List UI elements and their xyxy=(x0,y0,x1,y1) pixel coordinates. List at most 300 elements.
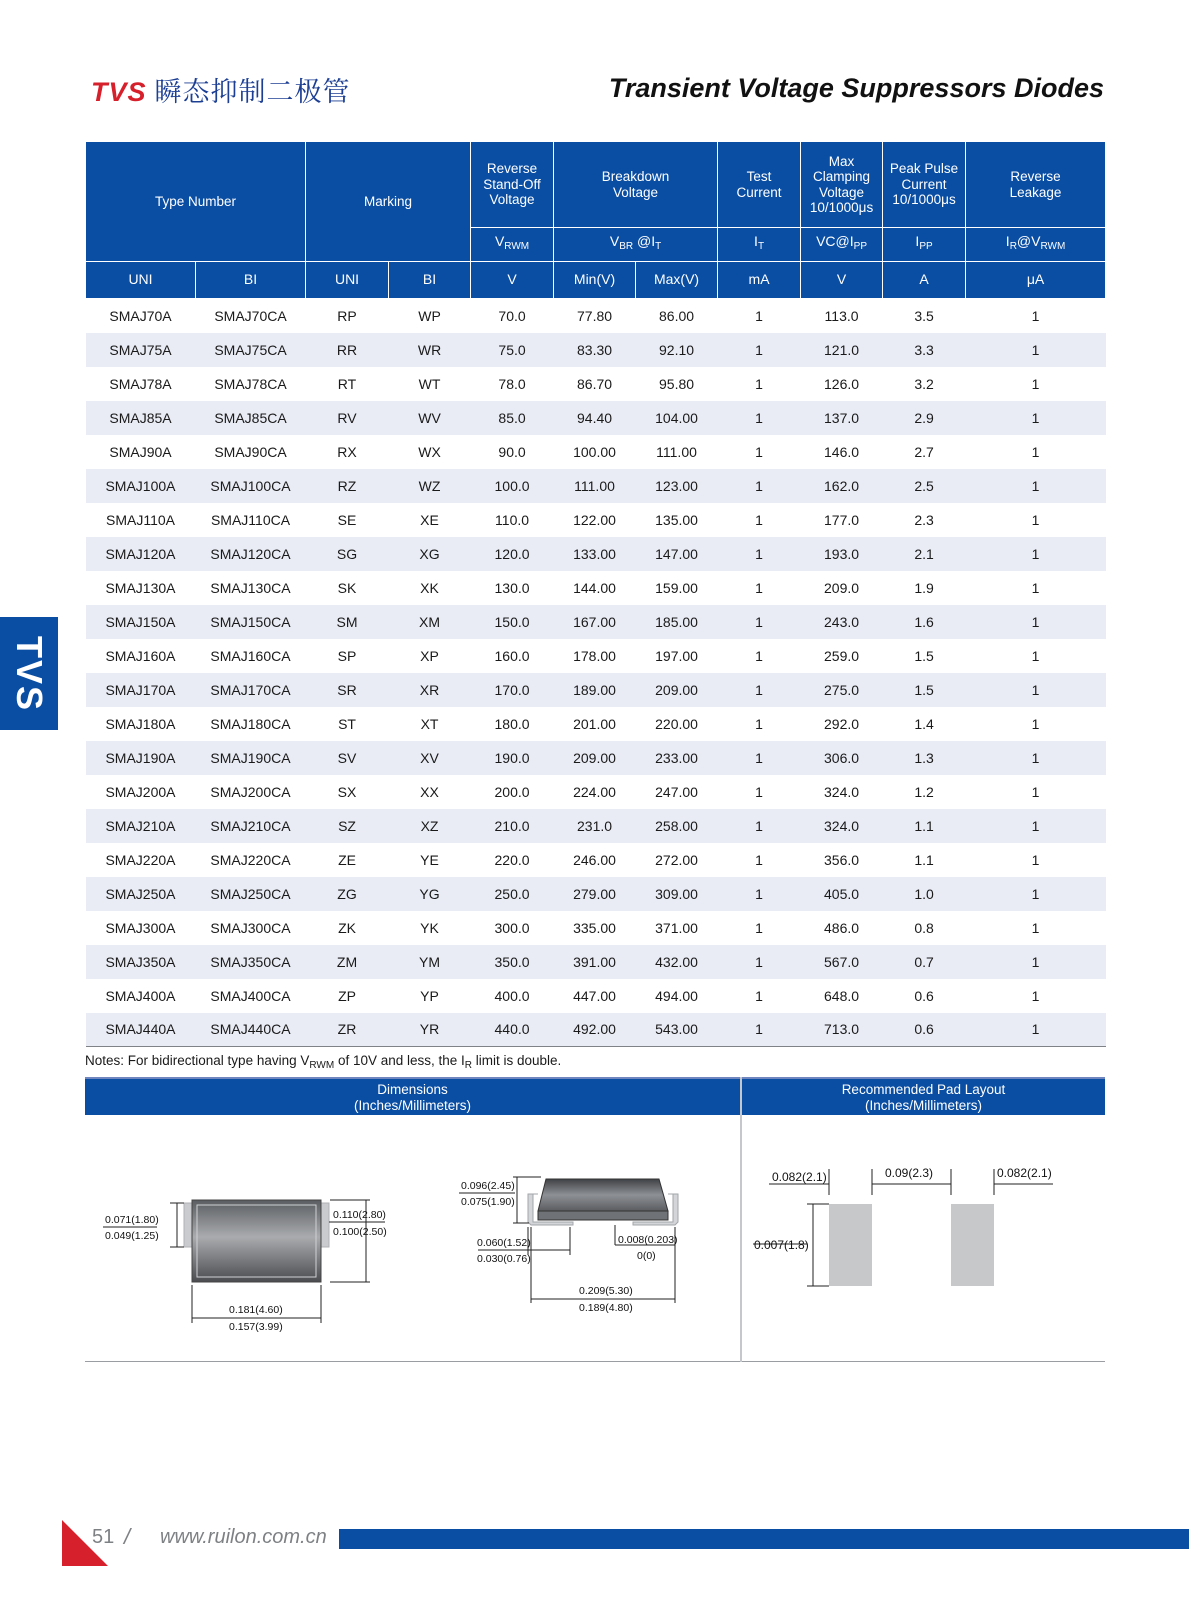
table-cell: SMAJ190A xyxy=(86,741,196,775)
table-cell: 1 xyxy=(966,741,1106,775)
table-cell: 70.0 xyxy=(498,307,526,324)
table-row xyxy=(86,605,1106,639)
notes-text: of 10V and less, the I xyxy=(334,1053,465,1068)
pad-label: 0.082(2.1) xyxy=(997,1166,1052,1180)
table-cell: 1 xyxy=(718,333,801,367)
table-cell: SMAJ78CA xyxy=(214,375,287,392)
table-cell: 1 xyxy=(1031,307,1040,324)
table-cell: SMAJ190CA xyxy=(196,741,306,775)
table-cell: XE xyxy=(420,511,439,528)
table-row xyxy=(86,571,1106,605)
table-cell: 447.00 xyxy=(573,987,616,1004)
table-cell: 133.00 xyxy=(554,537,636,571)
table-cell: SMAJ160CA xyxy=(210,647,291,664)
header-type-number: Type Number xyxy=(86,142,306,262)
table-cell: SMAJ85A xyxy=(86,401,196,435)
table-cell: WV xyxy=(389,401,471,435)
table-cell: 371.00 xyxy=(655,919,698,936)
table-cell: SMAJ180CA xyxy=(210,715,291,732)
table-cell: 2.1 xyxy=(883,537,966,571)
table-cell: 1 xyxy=(966,809,1106,843)
table-cell: SMAJ300A xyxy=(105,919,176,936)
table-cell: 1.4 xyxy=(914,715,934,732)
table-cell: 1 xyxy=(755,783,763,800)
table-cell: 110.0 xyxy=(495,511,530,528)
table-cell: 111.00 xyxy=(656,443,697,460)
table-cell: SMAJ220CA xyxy=(210,851,291,868)
table-cell: YE xyxy=(420,851,439,868)
table-cell: SMAJ130A xyxy=(105,579,176,596)
table-cell: 220.00 xyxy=(655,715,698,732)
table-cell: 3.2 xyxy=(914,375,934,392)
symbol-text: I xyxy=(915,233,920,250)
table-cell: 440.0 xyxy=(471,1013,554,1047)
table-cell: XT xyxy=(420,715,439,732)
table-cell: SMAJ90CA xyxy=(214,443,287,460)
header-line: Voltage xyxy=(613,184,659,200)
table-cell: 1 xyxy=(966,877,1106,911)
table-cell: 3.5 xyxy=(914,307,934,324)
unit-header-cell: BI xyxy=(389,262,471,299)
table-cell: 147.00 xyxy=(636,537,718,571)
header-line: Max xyxy=(828,153,855,169)
table-cell: 75.0 xyxy=(471,333,554,367)
footer-bar xyxy=(339,1529,1189,1549)
table-cell: SK xyxy=(337,579,357,596)
table-cell: 2.5 xyxy=(883,469,966,503)
page-number: 51 xyxy=(92,1526,115,1548)
table-cell: SV xyxy=(306,741,389,775)
header-line: Peak Pulse xyxy=(889,161,959,177)
header-title-cn-text: 瞬态抑制二极管 xyxy=(154,77,351,107)
table-cell: 90.0 xyxy=(498,443,526,460)
table-cell: ZP xyxy=(338,987,356,1004)
table-cell: 1 xyxy=(966,945,1106,979)
header-brand: TVS xyxy=(91,77,147,107)
table-cell: 135.00 xyxy=(655,511,698,528)
table-cell: 77.80 xyxy=(577,307,613,324)
table-cell: 494.00 xyxy=(655,987,698,1004)
table-cell: WR xyxy=(389,333,471,367)
table-cell: 193.0 xyxy=(801,537,883,571)
table-cell: 1 xyxy=(1031,375,1040,392)
header-line: Current xyxy=(736,184,782,200)
header-title-en: Transient Voltage Suppressors Diodes xyxy=(608,73,1104,103)
table-cell: 111.00 xyxy=(554,469,636,503)
header-reverse-leakage xyxy=(966,142,1106,228)
table-cell: 231.0 xyxy=(554,809,636,843)
symbol-text: I xyxy=(754,233,758,250)
dim-label: 0.030(0.76) xyxy=(477,1253,531,1265)
table-cell: SMAJ440A xyxy=(86,1013,196,1047)
table-cell: 1 xyxy=(755,647,763,664)
header-peak-pulse xyxy=(883,142,966,228)
table-cell: XV xyxy=(389,741,471,775)
table-cell: RX xyxy=(337,443,357,460)
table-row xyxy=(86,1013,1106,1047)
symbol-text: V xyxy=(494,233,505,250)
header-line: Stand-Off xyxy=(483,176,541,192)
table-cell: 2.9 xyxy=(883,401,966,435)
table-cell: 224.00 xyxy=(573,783,616,800)
table-cell: 1 xyxy=(755,715,763,732)
table-cell: 86.70 xyxy=(577,375,613,392)
table-cell: 1 xyxy=(966,537,1106,571)
table-cell: 197.00 xyxy=(655,647,698,664)
symbol-sub: T xyxy=(757,241,765,253)
table-row xyxy=(86,435,1106,469)
table-cell: 146.0 xyxy=(824,443,860,460)
table-cell: 1 xyxy=(718,537,801,571)
package-body-top xyxy=(192,1200,321,1282)
unit-header-cell: A xyxy=(883,262,966,299)
table-cell: SMAJ150A xyxy=(86,605,196,639)
table-cell: 391.00 xyxy=(554,945,636,979)
table-cell: ZR xyxy=(306,1013,389,1047)
dim-label: 0.071(1.80) xyxy=(105,1214,159,1226)
table-cell: SMAJ70CA xyxy=(214,307,287,324)
table-cell: 1 xyxy=(966,1013,1106,1047)
table-cell: 275.0 xyxy=(801,673,883,707)
table-cell: 0.6 xyxy=(914,987,934,1004)
table-cell: XP xyxy=(420,647,439,664)
table-cell: 1 xyxy=(755,375,763,392)
table-cell: ZG xyxy=(306,877,389,911)
header-reverse-standoff xyxy=(471,142,554,228)
table-cell: SMAJ130CA xyxy=(210,579,291,596)
header-line: Breakdown xyxy=(601,169,670,184)
table-cell: RT xyxy=(337,375,357,392)
table-cell: YG xyxy=(389,877,471,911)
table-cell: 1 xyxy=(1031,511,1040,528)
table-cell: YM xyxy=(389,945,471,979)
table-cell: 1.6 xyxy=(883,605,966,639)
table-cell: 1 xyxy=(718,605,801,639)
table-cell: 94.40 xyxy=(554,401,636,435)
table-cell: 200.0 xyxy=(494,783,530,800)
table-cell: 95.80 xyxy=(659,375,695,392)
symbol-sub: R xyxy=(1009,241,1017,253)
table-cell: 432.00 xyxy=(636,945,718,979)
table-cell: SMAJ160A xyxy=(105,647,176,664)
header-line: 10/1000μs xyxy=(809,200,874,215)
table-cell: SMAJ100CA xyxy=(196,469,306,503)
unit-header-cell: μA xyxy=(966,262,1106,299)
table-cell: WP xyxy=(418,307,441,324)
table-cell: 160.0 xyxy=(494,647,530,664)
table-cell: SMAJ250A xyxy=(86,877,196,911)
table-cell: 78.0 xyxy=(498,375,526,392)
symbol-ipp xyxy=(883,228,966,262)
table-cell: 567.0 xyxy=(801,945,883,979)
table-row xyxy=(86,809,1106,843)
table-cell: SM xyxy=(306,605,389,639)
table-cell: 1 xyxy=(1031,919,1040,936)
table-cell: 201.00 xyxy=(573,715,616,732)
table-cell: 144.00 xyxy=(573,579,616,596)
table-row xyxy=(86,639,1106,673)
symbol-ir xyxy=(966,228,1106,262)
table-cell: SR xyxy=(306,673,389,707)
table-cell: 300.0 xyxy=(494,919,530,936)
table-cell: WT xyxy=(418,375,441,392)
table-cell: WX xyxy=(418,443,441,460)
table-row xyxy=(86,333,1106,367)
table-cell: 159.00 xyxy=(655,579,698,596)
table-cell: 122.00 xyxy=(573,511,616,528)
unit-header-cell: UNI xyxy=(86,262,196,299)
table-cell: 1 xyxy=(718,877,801,911)
table-cell: 1 xyxy=(966,673,1106,707)
table-cell: WZ xyxy=(389,469,471,503)
table-cell: 150.0 xyxy=(471,605,554,639)
unit-header-cell: BI xyxy=(196,262,306,299)
dimensions-title: Dimensions xyxy=(377,1082,448,1097)
table-cell: 1 xyxy=(718,401,801,435)
table-cell: 279.00 xyxy=(554,877,636,911)
side-tab xyxy=(0,617,58,730)
package-body-side-base xyxy=(538,1211,668,1220)
table-cell: 104.00 xyxy=(636,401,718,435)
table-cell: RP xyxy=(337,307,357,324)
table-cell: 250.0 xyxy=(471,877,554,911)
table-cell: ZE xyxy=(338,851,356,868)
package-body-side xyxy=(538,1179,668,1211)
table-cell: 170.0 xyxy=(471,673,554,707)
symbol-text: V xyxy=(609,233,620,250)
table-cell: SMAJ150CA xyxy=(196,605,306,639)
dim-label: 0.049(1.25) xyxy=(105,1230,159,1242)
table-cell: SMAJ78A xyxy=(109,375,172,392)
table-cell: SG xyxy=(306,537,389,571)
pad-right xyxy=(951,1204,994,1286)
table-cell: ZK xyxy=(338,919,356,936)
table-cell: 3.3 xyxy=(883,333,966,367)
table-cell: 1 xyxy=(966,469,1106,503)
table-cell: 1 xyxy=(755,443,763,460)
table-cell: 1.5 xyxy=(883,673,966,707)
table-cell: 1 xyxy=(966,605,1106,639)
spec-table-body xyxy=(86,299,1106,1047)
table-cell: 1.3 xyxy=(883,741,966,775)
unit-header-cell: mA xyxy=(718,262,801,299)
table-row xyxy=(86,401,1106,435)
lead-right xyxy=(321,1203,329,1247)
table-cell: SMAJ75A xyxy=(86,333,196,367)
header-max-clamping xyxy=(801,142,883,228)
table-cell: YP xyxy=(420,987,439,1004)
header-line: Reverse xyxy=(486,161,538,177)
header-line: Voltage xyxy=(819,184,865,200)
table-cell: 2.3 xyxy=(914,511,934,528)
table-cell: 137.0 xyxy=(801,401,883,435)
table-cell: 309.00 xyxy=(636,877,718,911)
dim-label: 0.075(1.90) xyxy=(461,1196,515,1208)
dim-label: 0.096(2.45) xyxy=(461,1180,515,1192)
table-cell: SMAJ90A xyxy=(109,443,172,460)
table-cell: 1 xyxy=(755,919,763,936)
table-cell: 100.0 xyxy=(471,469,554,503)
table-cell: 1 xyxy=(755,511,763,528)
table-cell: 713.0 xyxy=(801,1013,883,1047)
notes-sub: RWM xyxy=(309,1060,335,1071)
table-cell: SX xyxy=(337,783,357,800)
table-cell: 1 xyxy=(755,307,763,324)
table-cell: RV xyxy=(306,401,389,435)
dimensions-section xyxy=(85,1077,1105,1362)
table-cell: 2.7 xyxy=(914,443,934,460)
symbol-sub: RWM xyxy=(504,241,530,253)
table-cell: 543.00 xyxy=(636,1013,718,1047)
table-cell: 1.1 xyxy=(914,851,934,868)
table-cell: 1 xyxy=(718,809,801,843)
table-cell: 180.0 xyxy=(494,715,530,732)
unit-header-cell: Max(V) xyxy=(636,262,718,299)
table-cell: 1.2 xyxy=(914,783,934,800)
table-cell: SMAJ210A xyxy=(86,809,196,843)
table-cell: XR xyxy=(389,673,471,707)
table-cell: 209.0 xyxy=(824,579,860,596)
pad-layout-title: Recommended Pad Layout xyxy=(841,1082,1006,1097)
table-cell: 306.0 xyxy=(801,741,883,775)
table-cell: 0.6 xyxy=(883,1013,966,1047)
table-cell: 177.0 xyxy=(824,511,860,528)
table-cell: XG xyxy=(389,537,471,571)
table-cell: SMAJ210CA xyxy=(196,809,306,843)
notes-text: Notes: For bidirectional type having V xyxy=(85,1053,310,1068)
header-line: Voltage xyxy=(489,192,535,208)
table-notes xyxy=(85,1053,561,1071)
table-cell: ZM xyxy=(306,945,389,979)
unit-header-cell: V xyxy=(801,262,883,299)
header-line: Clamping xyxy=(813,169,871,184)
lead-left xyxy=(184,1203,192,1247)
table-cell: SMAJ200A xyxy=(105,783,176,800)
table-cell: 113.0 xyxy=(824,307,859,324)
table-cell: 123.00 xyxy=(636,469,718,503)
table-cell: 92.10 xyxy=(636,333,718,367)
footer-separator: / xyxy=(124,1524,131,1549)
table-cell: 324.0 xyxy=(801,809,883,843)
table-cell: SMAJ350CA xyxy=(196,945,306,979)
table-cell: SE xyxy=(337,511,357,528)
side-tab-label: TVS xyxy=(9,635,50,712)
footer-url[interactable]: www.ruilon.com.cn xyxy=(160,1526,327,1548)
header-title-cn xyxy=(91,70,351,109)
table-cell: 0.8 xyxy=(914,919,934,936)
table-row xyxy=(86,367,1106,401)
table-cell: 1 xyxy=(1031,579,1040,596)
table-cell: SMAJ400A xyxy=(105,987,176,1004)
table-cell: 162.0 xyxy=(801,469,883,503)
table-cell: RZ xyxy=(306,469,389,503)
table-row xyxy=(86,945,1106,979)
table-cell: 1.5 xyxy=(914,647,934,664)
table-cell: 272.00 xyxy=(655,851,698,868)
table-cell: SMAJ120CA xyxy=(196,537,306,571)
table-cell: 220.0 xyxy=(494,851,530,868)
page-footer xyxy=(0,1520,1189,1570)
table-cell: XK xyxy=(420,579,439,596)
table-cell: YK xyxy=(420,919,439,936)
table-cell: 185.00 xyxy=(636,605,718,639)
table-cell: RR xyxy=(306,333,389,367)
table-cell: SMAJ110A xyxy=(106,511,175,528)
header-line: Leakage xyxy=(1009,184,1062,200)
symbol-sub: BR xyxy=(619,241,634,253)
table-cell: 324.0 xyxy=(824,783,860,800)
table-cell: SMAJ180A xyxy=(105,715,176,732)
table-cell: SMAJ200CA xyxy=(210,783,291,800)
table-cell: 247.00 xyxy=(655,783,698,800)
table-cell: 1 xyxy=(1031,715,1040,732)
table-cell: 167.00 xyxy=(554,605,636,639)
spec-table xyxy=(85,141,1106,1047)
header-line: 10/1000μs xyxy=(892,192,956,208)
table-row xyxy=(86,707,1106,741)
table-cell: 209.00 xyxy=(554,741,636,775)
table-cell: SMAJ170A xyxy=(86,673,196,707)
table-cell: 233.00 xyxy=(636,741,718,775)
table-cell: 1 xyxy=(1031,987,1040,1004)
table-cell: 1 xyxy=(755,851,763,868)
table-cell: 126.0 xyxy=(824,375,860,392)
table-cell: 1 xyxy=(1031,443,1040,460)
pad-left xyxy=(829,1204,872,1286)
dim-label: 0.110(2.80) xyxy=(333,1209,386,1221)
table-cell: SMAJ100A xyxy=(86,469,196,503)
table-cell: 356.0 xyxy=(824,851,860,868)
table-cell: SZ xyxy=(306,809,389,843)
table-cell: 1 xyxy=(718,469,801,503)
table-cell: 1.9 xyxy=(914,579,934,596)
symbol-text: VC@I xyxy=(816,233,854,250)
table-cell: 243.0 xyxy=(801,605,883,639)
table-cell: 648.0 xyxy=(824,987,860,1004)
symbol-sub: PP xyxy=(919,241,933,253)
table-cell: 1.0 xyxy=(883,877,966,911)
table-cell: SMAJ75CA xyxy=(196,333,306,367)
table-row xyxy=(86,877,1106,911)
package-drawing xyxy=(85,1077,1105,1362)
table-cell: SMAJ70A xyxy=(109,307,172,324)
table-row xyxy=(86,537,1106,571)
table-cell: XM xyxy=(389,605,471,639)
dim-label: 0.008(0.203) xyxy=(618,1234,678,1246)
header-breakdown xyxy=(554,142,718,228)
unit-row xyxy=(86,262,1106,299)
table-cell: 178.00 xyxy=(573,647,616,664)
pad-label: 0.007(1.8) xyxy=(754,1238,809,1252)
table-cell: XX xyxy=(420,783,439,800)
table-cell: 246.00 xyxy=(573,851,616,868)
table-cell: SMAJ120A xyxy=(86,537,196,571)
notes-sub: R xyxy=(464,1060,473,1071)
table-cell: 1 xyxy=(755,987,763,1004)
symbol-text: @V xyxy=(1016,233,1041,250)
table-cell: 405.0 xyxy=(801,877,883,911)
pad-label: 0.082(2.1) xyxy=(772,1170,827,1184)
table-row xyxy=(86,673,1106,707)
notes-text: limit is double. xyxy=(472,1053,562,1068)
table-cell: SMAJ300CA xyxy=(210,919,291,936)
table-row xyxy=(86,775,1106,809)
table-cell: 1 xyxy=(718,1013,801,1047)
table-cell: 1 xyxy=(718,673,801,707)
table-row xyxy=(86,503,1106,537)
pad-layout-subtitle: (Inches/Millimeters) xyxy=(864,1097,983,1113)
table-cell: 400.0 xyxy=(494,987,530,1004)
